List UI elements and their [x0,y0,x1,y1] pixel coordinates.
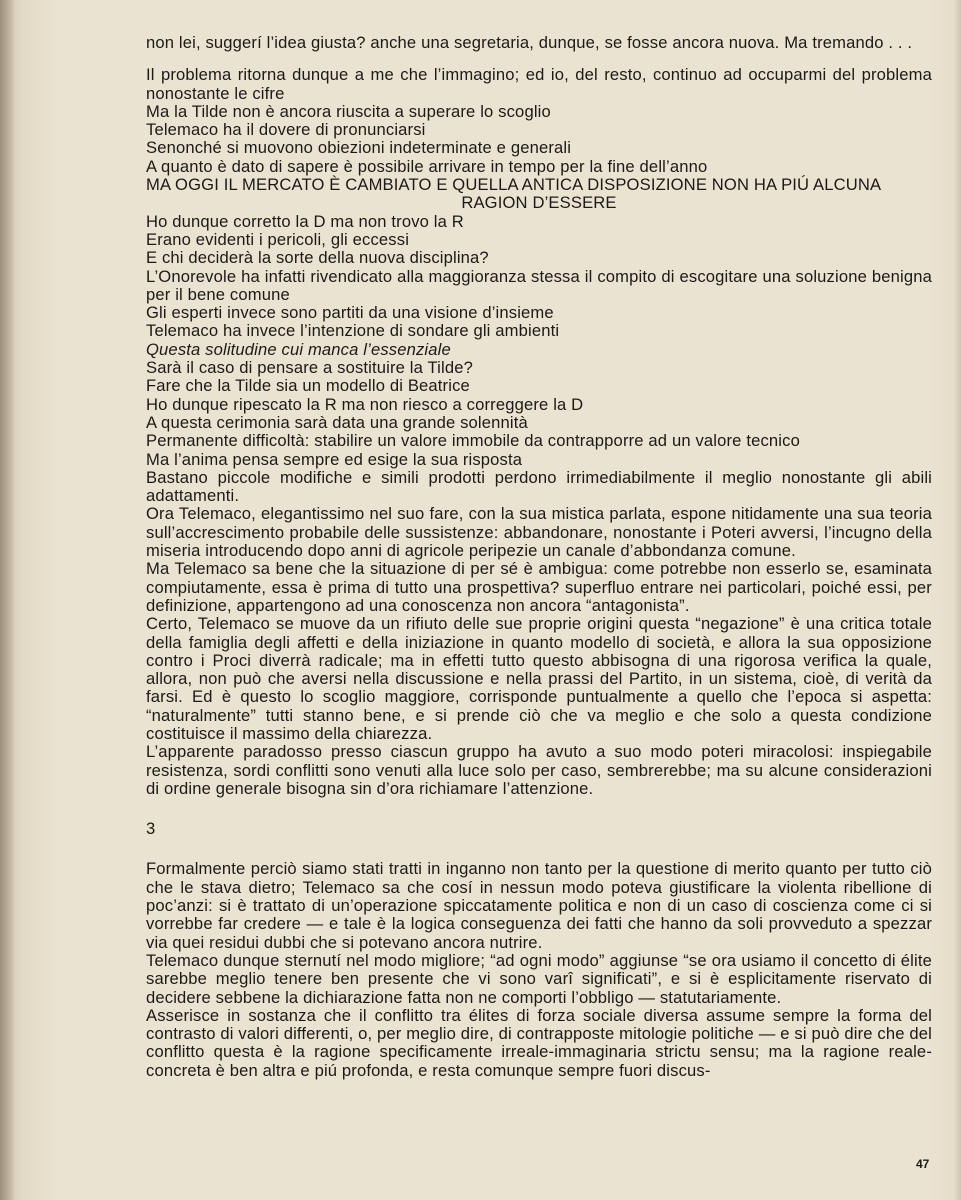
text-line: Ma l’anima pensa sempre ed esige la sua risposta [146,449,523,469]
page-text [146,34,932,1080]
text-line: A quanto è dato di sapere è possibile arrivare in tempo per la fine dell’anno [146,156,708,176]
paragraph: Ora Telemaco, elegantissimo nel suo fare, con la sua mistica parlata, espone nitidamente una sua teoria sull’accrescimento probabile delle sussistenze: abbandonare, nonostante i Poteri avversi, l’incugno della miseria introducendo dopo anni di agricole peripezie un canale d’abbondanza comune. [146,504,932,561]
text-line: Erano evidenti i pericoli, gli eccessi [146,229,410,249]
caps-line-centered: RAGION D’ESSERE [461,193,617,213]
text-line: Senonché si muovono obiezioni indeterminate e generali [146,138,572,158]
paragraph: Il problema ritorna dunque a me che l’immagino; ed io, del resto, continuo ad occuparmi del problema nonostante le cifre [146,65,932,103]
paragraph: Ma Telemaco sa bene che la situazione di per sé è ambigua: come potrebbe non esserlo se, esaminata compiutamente, essa è prima di tutto una prospettiva? superfluo entrare nei particolari, poiché essi, per definizione, appartengono ad una conoscenza non ancora “antagonista”. [146,559,932,615]
paragraph: L’Onorevole ha infatti rivendicato alla maggioranza stessa il compito di escogitare una soluzione benigna per il bene comune [146,266,932,304]
paragraph: Asserisce in sostanza che il conflitto tra élites di forza sociale diversa assume sempre la forma del contrasto di valori differenti, o, per meglio dire, di contrapposte mitologie politiche — e si può dire che del conflitto questa è la ragione specificamente irreale-immaginaria strictu sensu; ma la ragione reale-concreta è ben altra e piú profonda, e resta comunque sempre fuori discus- [146,1005,932,1080]
paragraph: Formalmente perciò siamo stati tratti in inganno non tanto per la questione di merito quanto per tutto ciò che le stava dietro; Telemaco sa che cosí in nessun modo poteva giustificare la violenta ribellione di poc’anzi: si è trattato di un’operazione spiccatamente politica e non di un caso di coscienza come ci si vorrebbe far credere — e tale è la logica conseguenza dei fatti che hanno da soli provveduto a spezzar via quei residui dubbi che si potevano ancora nutrire. [146,859,932,952]
text-line: Ho dunque ripescato la R ma non riesco a correggere la D [146,394,584,414]
italic-line: Questa solitudine cui manca l’essenziale [146,339,451,359]
page-number: 47 [916,1157,930,1171]
text-line: Telemaco ha il dovere di pronunciarsi [146,120,426,140]
text-line: Permanente difficoltà: stabilire un valore immobile da contrapporre ad un valore tecnico [146,431,800,451]
text-line: Ma la Tilde non è ancora riuscita a superare lo scoglio [146,101,551,121]
section-number: 3 [146,819,156,839]
paragraph: Telemaco dunque sternutí nel modo migliore; “ad ogni modo” aggiunse “se ora usiamo il concetto di élite sarebbe meglio tenere ben presente che vi sono varî significati”, e si è esplicitamente riservato di decidere sebbene la dichiarazione fatta non ne comporti l’obbligo — statutariamente. [146,950,932,1007]
paragraph: non lei, suggerí l’idea giusta? anche una segretaria, dunque, se fosse ancora nuova. Ma tremando . . . [146,33,913,52]
page-edge [953,0,961,1200]
text-line: Gli esperti invece sono partiti da una visione d’insieme [146,303,554,323]
paragraph: Bastano piccole modifiche e simili prodotti perdono irrimediabilmente il meglio nonostante gli abili adattamenti. [146,467,932,506]
caps-line: MA OGGI IL MERCATO È CAMBIATO E QUELLA ANTICA DISPOSIZIONE NON HA PIÚ ALCUNA [146,175,882,195]
book-spine [0,0,14,1200]
text-line: Fare che la Tilde sia un modello di Beatrice [146,376,470,396]
paragraph: L’apparente paradosso presso ciascun gruppo ha avuto a suo modo poteri miracolosi: inspiegabile resistenza, sordi conflitti sono venuti alla luce solo per caso, sembrerebbe; ma su alcune considerazioni di ordine generale bisogna sin d’ora richiamare l’attenzione. [146,742,932,798]
paragraph: Certo, Telemaco se muove da un rifiuto delle sue proprie origini questa “negazione” è una critica totale della famiglia degli affetti e della iniziazione in quanto modello di società, e allora la sua opposizione contro i Proci diverrà radicale; ma in effetti tutto questo abbisogna di una rigorosa verifica la quale, allora, non può che aversi nella discussione e nella prassi del Partito, in un sistema, cioè, di verità da farsi. Ed è questo lo scoglio maggiore, corrisponde puntualmente a quello che l’epoca si aspetta: “naturalmente” tutti stanno bene, e si prende ciò che va meglio e che solo a questa condizione costituisce il massimo della chiarezza. [146,614,932,743]
text-line: Ho dunque corretto la D ma non trovo la R [146,211,464,231]
text-line: A questa cerimonia sarà data una grande solennità [146,412,528,432]
text-line: Telemaco ha invece l’intenzione di sondare gli ambienti [146,321,560,341]
text-line: E chi deciderà la sorte della nuova disciplina? [146,248,489,268]
text-line: Sarà il caso di pensare a sostituire la Tilde? [146,358,473,378]
